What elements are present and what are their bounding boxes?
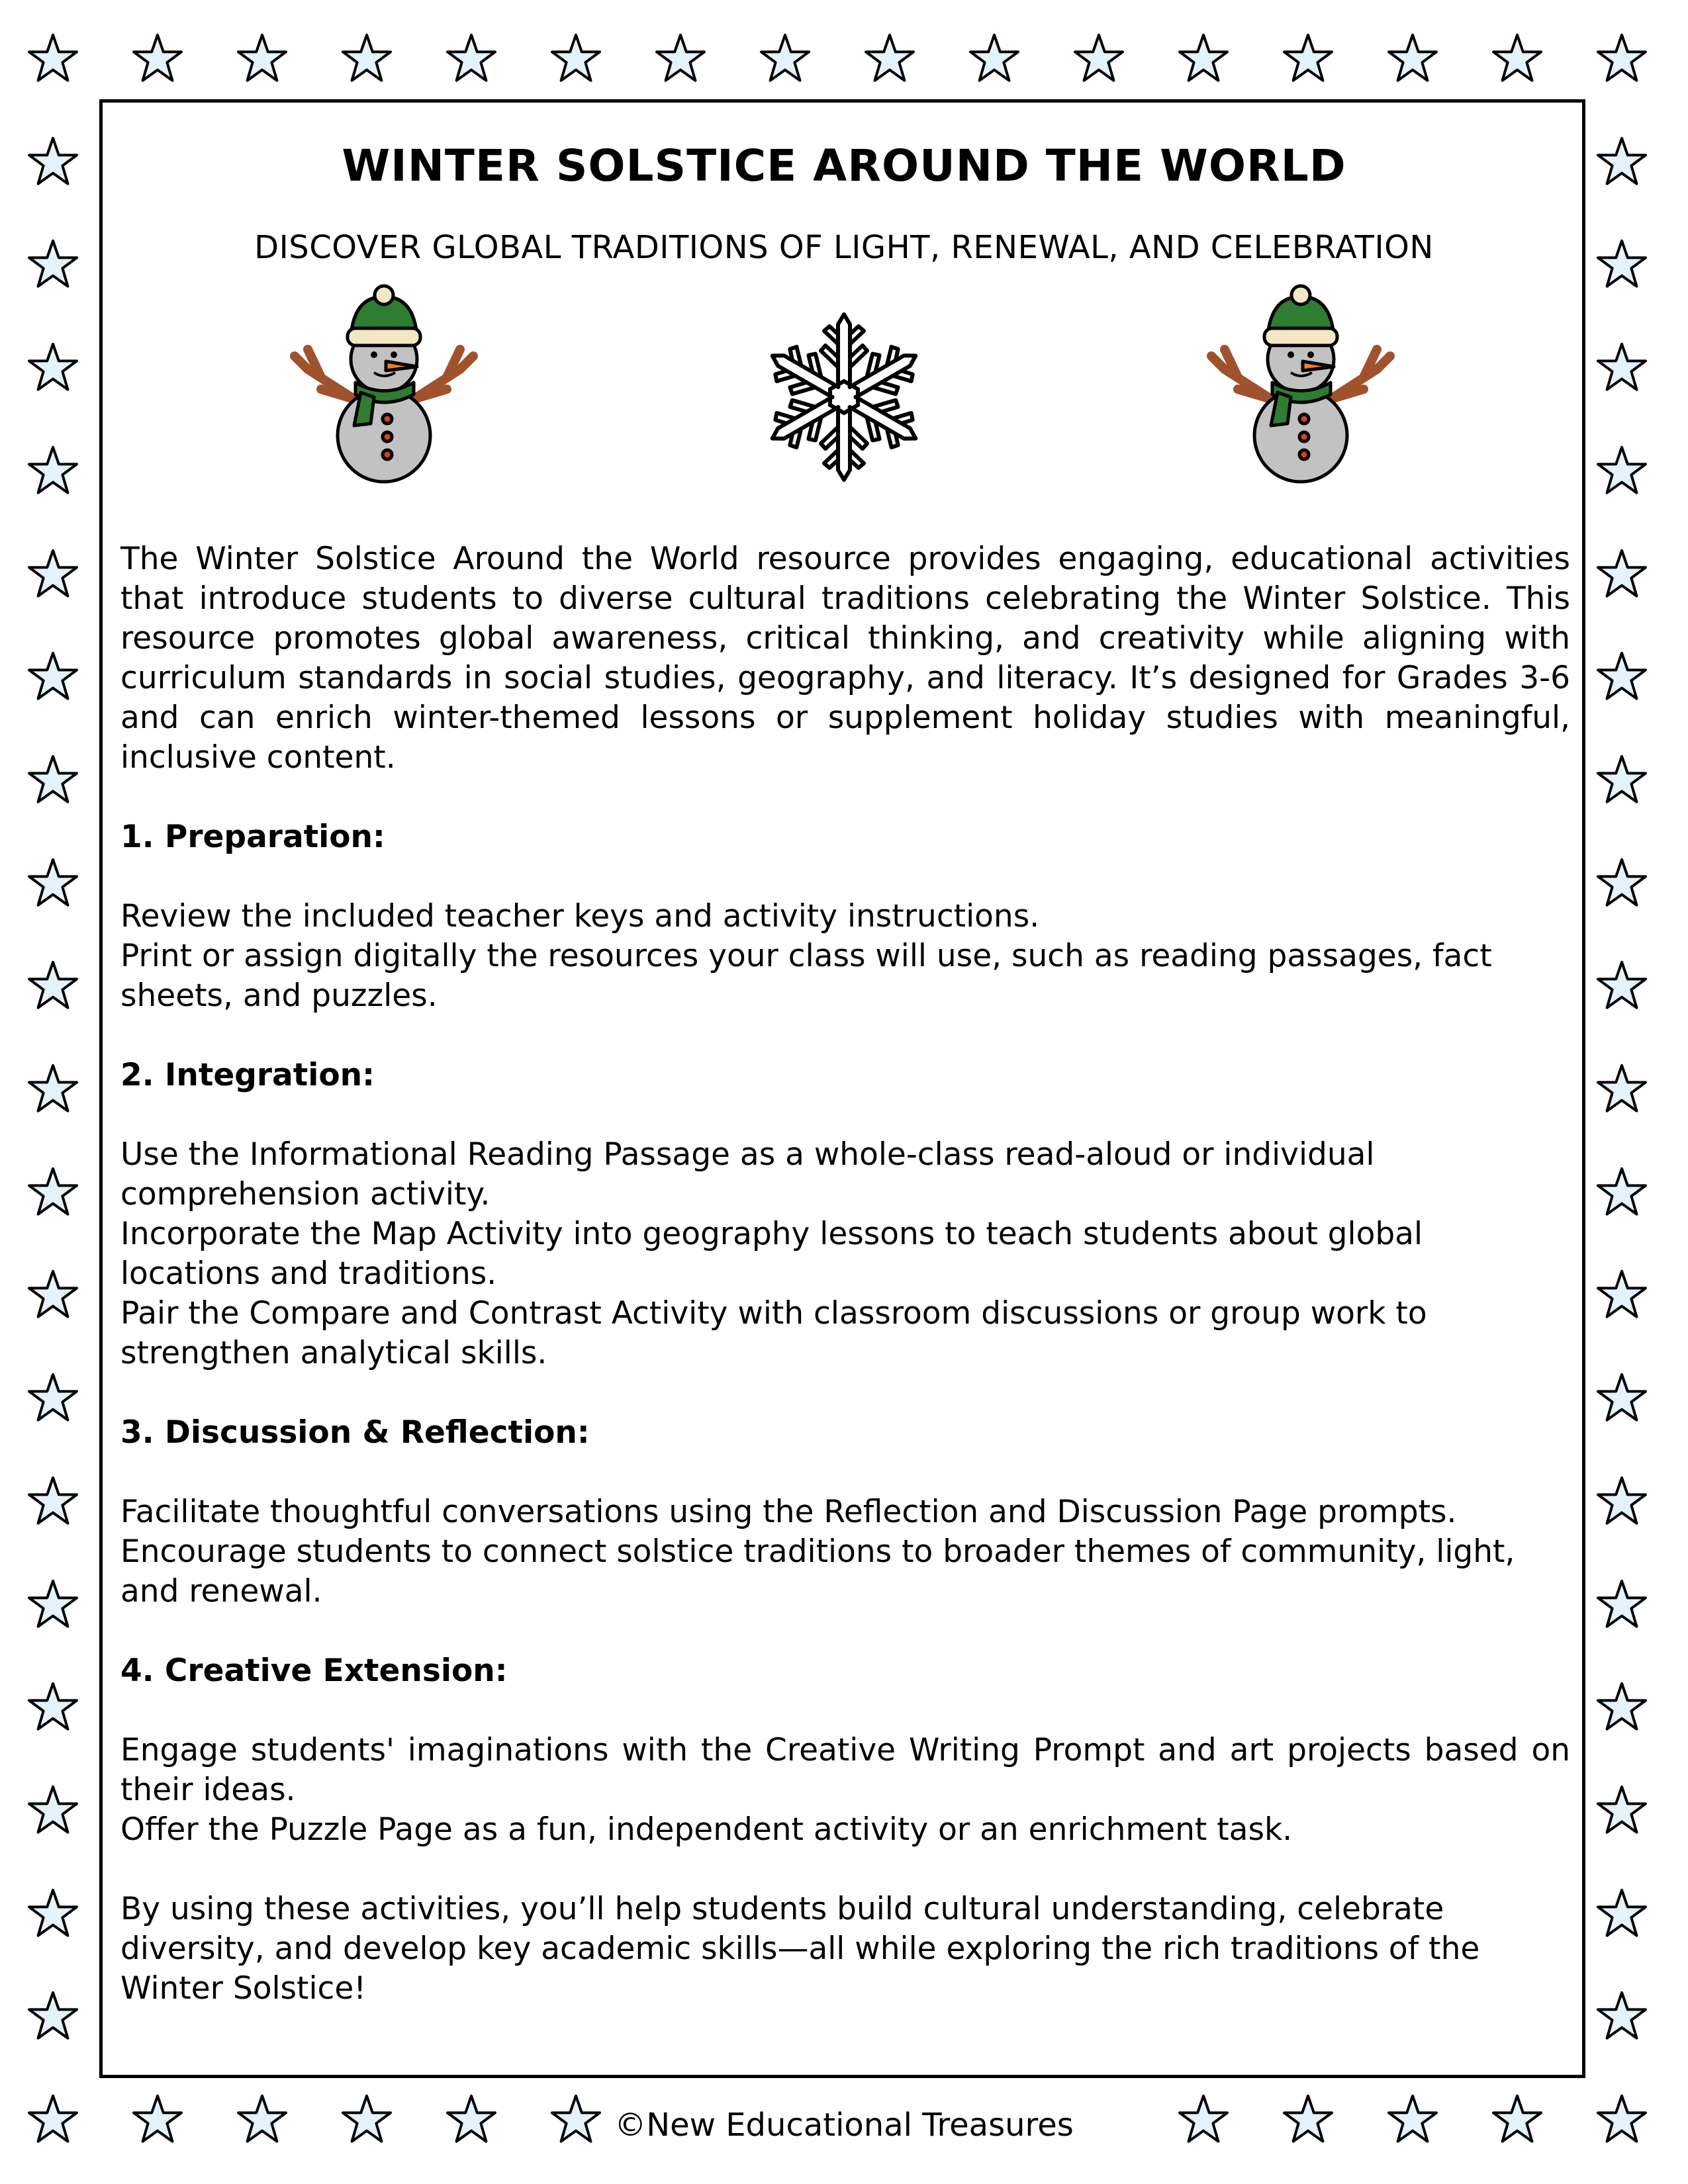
section-body	[120, 1135, 1570, 1373]
snowman-icon	[1198, 283, 1403, 485]
star-icon	[1177, 32, 1230, 85]
star-icon	[26, 1062, 79, 1115]
star-icon	[26, 341, 79, 394]
star-icon	[26, 1165, 79, 1218]
star-icon	[26, 1784, 79, 1837]
section-body	[120, 1731, 1570, 1850]
star-icon	[1595, 650, 1648, 703]
page-title: WINTER SOLSTICE AROUND THE WORLD	[342, 140, 1346, 191]
star-icon	[26, 1680, 79, 1733]
closing-paragraph: By using these activities, you’ll help students build cultural understanding, celebrate diversity, and develop key academic skills—all while exploring the rich traditions of the Winter Solstice!	[120, 1891, 1480, 2007]
section-line: Encourage students to connect solstice traditions to broader themes of community, light, and renewal.	[120, 1533, 1515, 1610]
section-line: Pair the Compare and Contrast Activity with classroom discussions or group work to strengthen analytical skills.	[120, 1295, 1427, 1371]
section-heading: 4. Creative Extension:	[120, 1653, 508, 1689]
section-line: Use the Informational Reading Passage as a whole-class read-aloud or individual comprehension activity.	[120, 1136, 1375, 1212]
star-icon	[26, 547, 79, 600]
body-content	[120, 539, 1570, 2048]
star-icon	[1595, 1165, 1648, 1218]
star-icon	[340, 32, 393, 85]
star-icon	[1595, 547, 1648, 600]
star-icon	[968, 32, 1021, 85]
star-icon	[26, 650, 79, 703]
star-icon	[1595, 1784, 1648, 1837]
section-body	[120, 1492, 1570, 1612]
star-icon	[26, 444, 79, 497]
section-line: Offer the Puzzle Page as a fun, independent activity or an enrichment task.	[120, 1811, 1293, 1848]
section-line: Facilitate thoughtful conversations using the Reflection and Discussion Page prompts.	[120, 1494, 1457, 1530]
star-icon	[654, 32, 707, 85]
star-icon	[26, 1371, 79, 1424]
star-icon	[445, 32, 498, 85]
snowflake-icon	[751, 304, 937, 490]
star-icon	[26, 856, 79, 909]
star-icon	[26, 1578, 79, 1631]
star-icon	[1595, 1475, 1648, 1527]
section-line: Engage students' imaginations with the Creative Writing Prompt and art projects based on their ideas.	[120, 1732, 1570, 1808]
copyright-footer	[0, 2107, 1688, 2144]
star-icon	[1595, 856, 1648, 909]
star-icon	[1595, 959, 1648, 1012]
section-heading: 1. Preparation:	[120, 819, 385, 855]
star-icon	[1595, 1680, 1648, 1733]
star-icon	[1595, 341, 1648, 394]
star-icon	[1595, 444, 1648, 497]
star-icon	[1595, 1062, 1648, 1115]
star-icon	[549, 32, 602, 85]
page-subtitle: DISCOVER GLOBAL TRADITIONS OF LIGHT, RENEWAL, AND CELEBRATION	[254, 229, 1434, 266]
star-icon	[26, 1268, 79, 1321]
section-heading: 3. Discussion & Reflection:	[120, 1414, 590, 1451]
section-heading: 2. Integration:	[120, 1057, 375, 1093]
section-line: Print or assign digitally the resources your class will use, such as reading passages, fact sheets, and puzzles.	[120, 938, 1492, 1014]
star-icon	[131, 32, 184, 85]
star-icon	[1282, 32, 1335, 85]
star-icon	[26, 32, 79, 85]
star-icon	[26, 1475, 79, 1527]
star-icon	[863, 32, 916, 85]
star-icon	[1386, 32, 1439, 85]
star-icon	[1595, 753, 1648, 806]
star-icon	[26, 1989, 79, 2042]
copyright-text: ©New Educational Treasures	[606, 2107, 1081, 2144]
star-icon	[1595, 32, 1648, 85]
star-icon	[1072, 32, 1125, 85]
star-icon	[236, 32, 289, 85]
star-icon	[1595, 1578, 1648, 1631]
section-line: Incorporate the Map Activity into geography lessons to teach students about global locations and traditions.	[120, 1216, 1423, 1292]
star-icon	[1595, 1371, 1648, 1424]
star-icon	[1595, 1989, 1648, 2042]
star-icon	[1595, 1268, 1648, 1321]
section-body	[120, 897, 1570, 1016]
section-line: Review the included teacher keys and activity instructions.	[120, 898, 1040, 934]
star-icon	[26, 1887, 79, 1940]
intro-paragraph: The Winter Solstice Around the World resource provides engaging, educational activities that introduce students to diverse cultural traditions celebrating the Winter Solstice. This resource promotes global awareness, critical thinking, and creativity while aligning with curriculum standards in social studies, geography, and literacy. It’s designed for Grades 3-6 and can enrich winter-themed lessons or supplement holiday studies with meaningful, inclusive content.	[120, 541, 1570, 776]
star-icon	[1595, 1887, 1648, 1940]
star-icon	[26, 753, 79, 806]
snowman-icon	[281, 283, 487, 485]
star-icon	[1491, 32, 1544, 85]
star-icon	[26, 959, 79, 1012]
star-icon	[759, 32, 812, 85]
